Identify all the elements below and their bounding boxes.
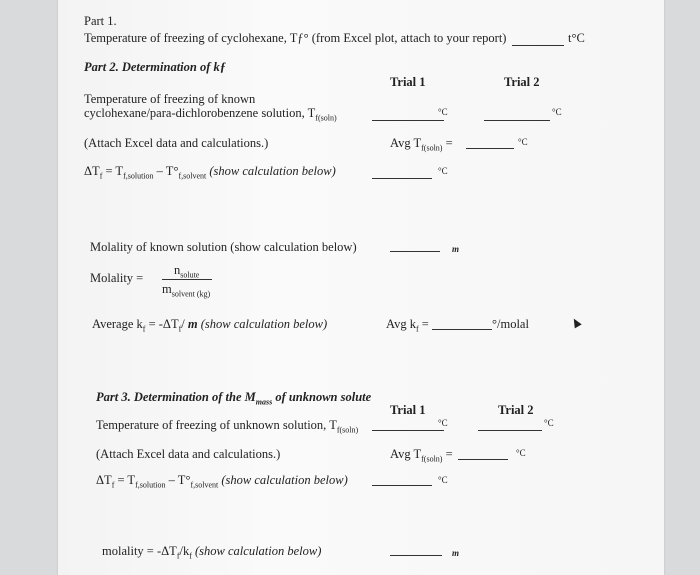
avg-kf-field-label: Avg $k_f$ =: [386, 317, 429, 334]
part2-avg-tf-input[interactable]: [466, 148, 514, 149]
tf-unknown-trial2-input[interactable]: [478, 430, 542, 431]
tf-unknown-trial1-unit: °C: [438, 418, 448, 428]
part3-trial2-header: Trial 2: [498, 403, 534, 417]
tf-unknown-label: Temperature of freezing of unknown solution, $T_{f(soln)}$: [96, 418, 359, 435]
unknown-molality-unit: m: [452, 548, 460, 558]
part2-heading: Part 2. Determination of kƒ: [84, 60, 227, 74]
part2-trial2-header: Trial 2: [504, 75, 540, 89]
tf-known-trial2-unit: °C: [552, 107, 562, 117]
part3-avg-tf-input[interactable]: [458, 459, 508, 460]
part3-attach-note: (Attach Excel data and calculations.): [96, 447, 281, 461]
average-kf-label: Average $k_f = -\Delta T_f/$ m (show calculation below): [92, 317, 328, 334]
molality-formula-label: Molality =: [90, 271, 144, 285]
part3-trial1-header: Trial 1: [390, 403, 426, 417]
part3-avg-tf-unit: °C: [516, 448, 526, 458]
part3-delta-tf-unit: °C: [438, 475, 448, 485]
molality-known-label: Molality of known solution (show calculation below): [90, 240, 357, 254]
molality-denominator: $m_{solvent (kg)}$: [162, 282, 211, 299]
avg-kf-input[interactable]: [432, 329, 492, 330]
part3-delta-tf-label: $\Delta T_f = T_{f,solution} - T^\circ_{f,solvent}$ (show calculation below): [96, 473, 348, 490]
part2-attach-note: (Attach Excel data and calculations.): [84, 136, 269, 150]
tf-known-label-line1: Temperature of freezing of known: [84, 92, 256, 106]
worksheet-page: [58, 0, 664, 575]
unknown-molality-input[interactable]: [390, 555, 442, 556]
tf-unknown-trial1-input[interactable]: [372, 430, 444, 431]
molality-numerator: $n_{solute}$: [174, 263, 200, 280]
tf-known-trial1-unit: °C: [438, 107, 448, 117]
part3-avg-tf-label: Avg $T_{f(soln)}$ =: [390, 447, 453, 464]
part2-delta-tf-unit: °C: [438, 166, 448, 176]
part3-delta-tf-input[interactable]: [372, 485, 432, 486]
part2-delta-tf-label: $\Delta T_f = T_{f,solution} - T^\circ_{f,solvent}$ (show calculation below): [84, 164, 336, 181]
part2-avg-tf-unit: °C: [518, 137, 528, 147]
molality-known-unit: m: [452, 244, 460, 254]
tf-known-trial2-input[interactable]: [484, 120, 550, 121]
unknown-molality-label: molality = $-\Delta T_f/k_f$ (show calculation below): [102, 544, 322, 561]
tf-known-trial1-input[interactable]: [372, 120, 444, 121]
part1-instruction: Temperature of freezing of cyclohexane, Tƒ° (from Excel plot, attach to your report): [84, 31, 507, 45]
part2-avg-tf-label: Avg $T_{f(soln)}$ =: [390, 136, 453, 153]
tf-unknown-trial2-unit: °C: [544, 418, 554, 428]
part1-answer-blank[interactable]: [512, 45, 564, 46]
part1-unit: t°C: [568, 31, 585, 45]
molality-known-input[interactable]: [390, 251, 440, 252]
part2-delta-tf-input[interactable]: [372, 178, 432, 179]
part3-heading: Part 3. Determination of the $M_{mass}$ of unknown solute: [96, 390, 372, 407]
part1-heading: Part 1.: [84, 14, 117, 28]
tf-known-label-line2: cyclohexane/para-dichlorobenzene solution, $T_{f(soln)}$: [84, 106, 337, 123]
part2-trial1-header: Trial 1: [390, 75, 426, 89]
avg-kf-unit: °/molal: [492, 317, 529, 331]
fraction-bar: [162, 279, 212, 280]
mouse-cursor-icon: [570, 317, 581, 329]
